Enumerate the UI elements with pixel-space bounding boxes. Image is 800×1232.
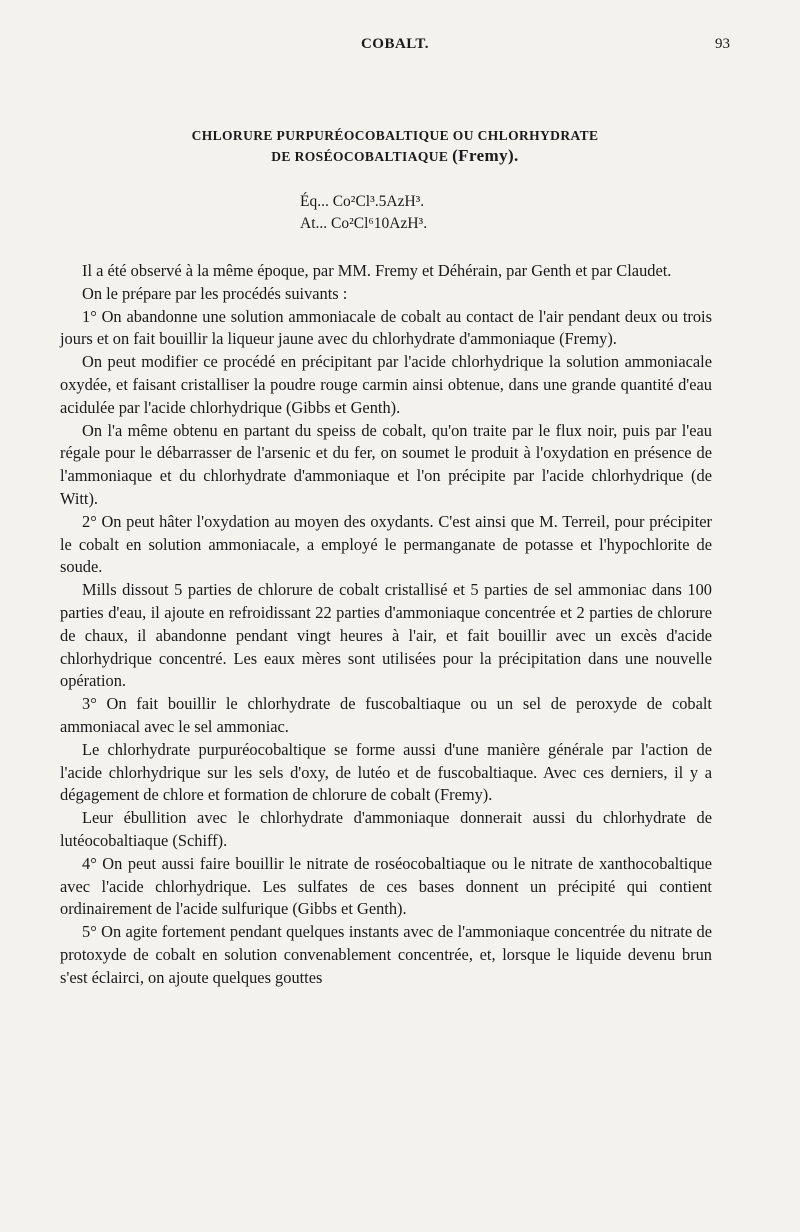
section-title-line2 [60,146,730,167]
formula-equivalent: Éq... Co²Cl³.5AzH³. [300,193,425,210]
section-title-author: (Fremy). [452,146,519,165]
formula-block [300,191,427,235]
running-title: COBALT. [360,36,430,52]
formula-atomic: At... Co²Cl⁶10AzH³. [300,215,428,232]
paragraph: On l'a même obtenu en partant du speiss de cobalt, qu'on traite par le flux noir, puis par l'eau régale pour le débarrasser de l'arsenic et du fer, on soumet le produit à l'oxydation en présence de l'ammoniaque et du chlorhydrate d'ammoniaque et l'on précipite par l'acide chlorhydrique (de Witt). [60,420,712,508]
paragraph: On le prépare par les procédés suivants : [82,283,348,303]
paragraph: 3° On fait bouillir le chlorhydrate de fuscobaltiaque ou un sel de peroxyde de cobalt ammoniacal avec le sel ammoniac. [60,694,712,736]
page-header [60,36,730,60]
section-title-line2-text: DE ROSÉOCOBALTIAQUE [271,149,449,164]
paragraph: Mills dissout 5 parties de chlorure de cobalt cristallisé et 5 parties de sel ammoniac dans 100 parties d'eau, il ajoute en refroidissant 22 parties d'ammoniaque concentrée et 2 parties de chlorure de chaux, il abandonne pendant vingt heures à l'air, et fait bouillir avec un excès d'acide chlorhydrique concentré. Les eaux mères sont utilisées pour la précipitation dans une nouvelle opération. [60,580,712,691]
paragraph: 5° On agite fortement pendant quelques instants avec de l'ammoniaque concentrée du nitrate de protoxyde de cobalt en solution convenablement concentrée, et, lorsque le liquide devenu brun s'est éclairci, on ajoute quelques gouttes [60,922,712,987]
paragraph: Le chlorhydrate purpuréocobaltique se forme aussi d'une manière générale par l'action de l'acide chlorhydrique sur les sels d'oxy, de lutéo et de fuscobaltiaque. Avec ces derniers, il y a dégagement de chlore et formation de chlorure de cobalt (Fremy). [60,739,712,805]
page-number: 93 [715,36,730,52]
paragraph: 2° On peut hâter l'oxydation au moyen des oxydants. C'est ainsi que M. Terreil, pour précipiter le cobalt en solution ammoniacale, a employé le permanganate de potasse et l'hypochlorite de soude. [60,511,712,577]
section-title [60,126,730,167]
paragraph: 4° On peut aussi faire bouillir le nitrate de roséocobaltiaque ou le nitrate de xanthocobaltique avec l'acide chlorhydrique. Les sulfates de ces bases donnent un précipité qui contient ordinairement de l'acide sulfurique (Gibbs et Genth). [60,853,712,919]
body-text [60,260,712,990]
paragraph: 1° On abandonne une solution ammoniacale de cobalt au contact de l'air pendant deux ou trois jours et on fait bouillir la liqueur jaune avec du chlorhydrate d'ammoniaque (Fremy). [60,306,712,349]
paragraph: On peut modifier ce procédé en précipitant par l'acide chlorhydrique la solution ammoniacale oxydée, et faisant cristalliser la poudre rouge carmin ainsi obtenue, dans une grande quantité d'eau acidulée par l'acide chlorhydrique (Gibbs et Genth). [60,352,712,417]
section-title-line1: CHLORURE PURPURÉOCOBALTIQUE OU CHLORHYDRATE [191,128,599,143]
paragraph: Leur ébullition avec le chlorhydrate d'ammoniaque donnerait aussi du chlorhydrate de lutéocobaltiaque (Schiff). [60,808,712,850]
paragraph: Il a été observé à la même époque, par MM. Fremy et Déhérain, par Genth et par Claudet. [82,261,672,280]
